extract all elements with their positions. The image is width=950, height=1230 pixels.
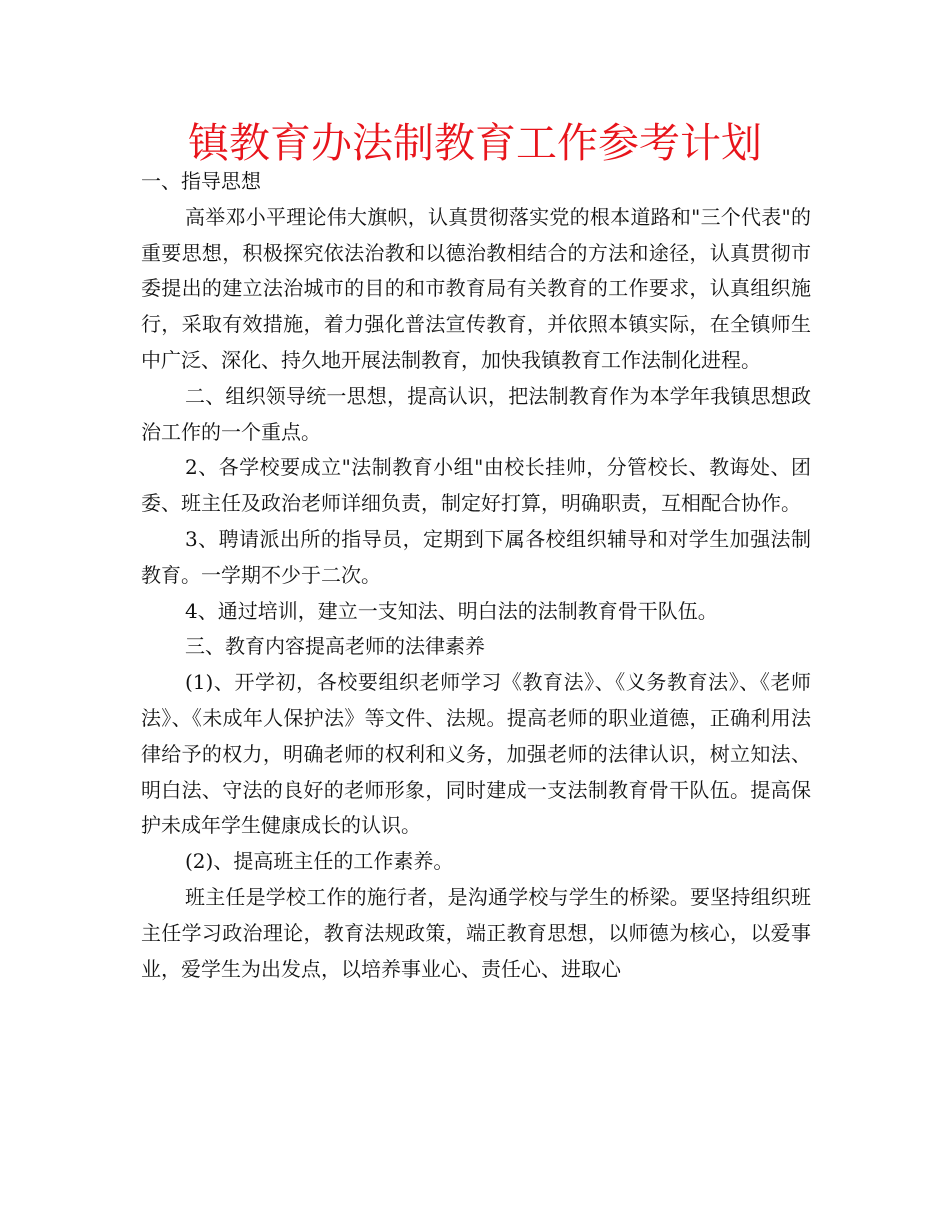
body-paragraph: 3、聘请派出所的指导员，定期到下属各校组织辅导和对学生加强法制教育。一学期不少于二次。 xyxy=(141,526,811,587)
body-paragraph: 二、组织领导统一思想，提高认识，把法制教育作为本学年我镇思想政治工作的一个重点。 xyxy=(141,383,811,444)
body-paragraph: 三、教育内容提高老师的法律素养 xyxy=(185,634,485,659)
body-paragraph: (1)、开学初，各校要组织老师学习《教育法》、《义务教育法》、《老师法》、《未成年人保护法》等文件、法规。提高老师的职业道德，正确利用法律给予的权力，明确老师的权利和义务，加强老师的法律认识，树立知法、明白法、守法的良好的老师形象，同时建成一支法制教育骨干队伍。提高保护未成年学生健康成长的认识。 xyxy=(141,670,811,838)
document-title: 镇教育办法制教育工作参考计划 xyxy=(188,119,762,167)
document-body xyxy=(141,164,811,987)
body-paragraph: 4、通过培训，建立一支知法、明白法的法制教育骨干队伍。 xyxy=(185,598,718,623)
body-paragraph: 高举邓小平理论伟大旗帜，认真贯彻落实党的根本道路和"三个代表"的重要思想，积极探究依法治教和以德治教相结合的方法和途径，认真贯彻市委提出的建立法治城市的目的和市教育局有关教育的工作要求，认真组织施行，采取有效措施，着力强化普法宣传教育，并依照本镇实际，在全镇师生中广泛、深化、持久地开展法制教育，加快我镇教育工作法制化进程。 xyxy=(141,204,811,372)
body-paragraph: 班主任是学校工作的施行者，是沟通学校与学生的桥梁。要坚持组织班主任学习政治理论，教育法规政策，端正教育思想，以师德为核心，以爱事业，爱学生为出发点，以培养事业心、责任心、进取心 xyxy=(141,884,811,981)
body-paragraph: (2)、提高班主任的工作素养。 xyxy=(185,849,454,874)
body-paragraph: 2、各学校要成立"法制教育小组"由校长挂帅，分管校长、教诲处、团委、班主任及政治老师详细负责，制定好打算，明确职责，互相配合协作。 xyxy=(141,455,811,516)
body-paragraph: 一、指导思想 xyxy=(141,169,261,193)
